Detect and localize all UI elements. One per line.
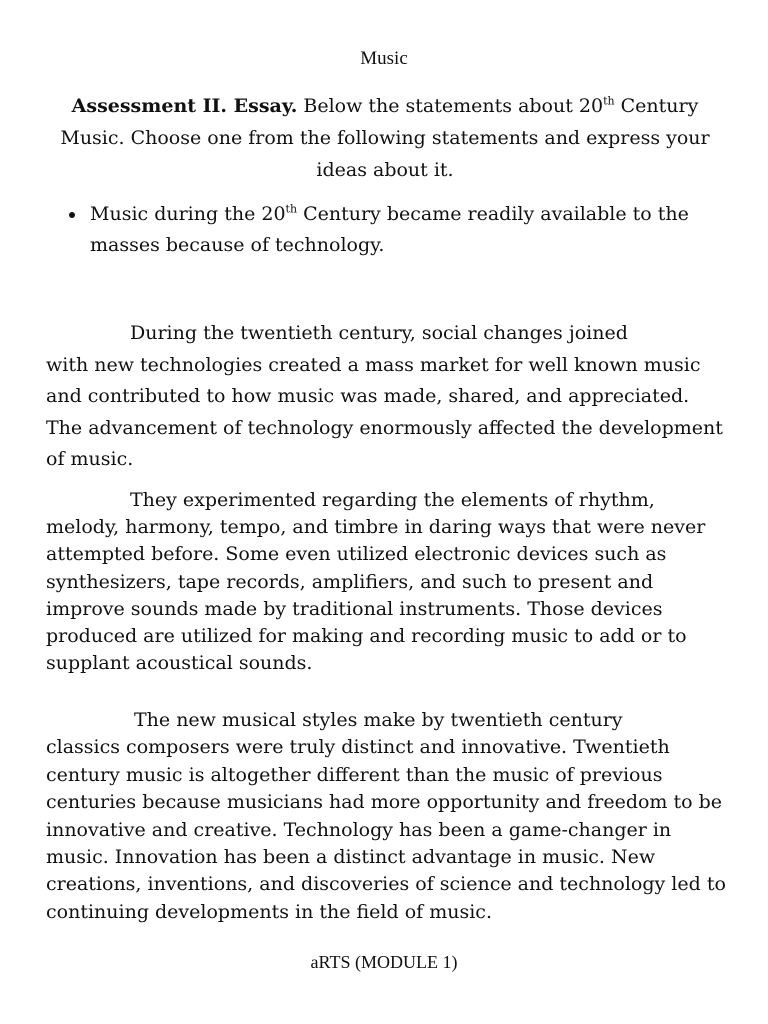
paragraph-line: music. Innovation has been a distinct advantage in music. New: [46, 846, 656, 869]
instructions-text-1: Below the statements about 20: [297, 95, 604, 117]
statement-item: [60, 199, 710, 261]
paragraph-line: They experimented regarding the elements of rhythm,: [130, 489, 655, 511]
statement-superscript: th: [285, 202, 298, 216]
paragraph-line: The new musical styles make by twentieth century: [134, 709, 623, 731]
paragraph-line: creations, inventions, and discoveries of science and technology led to: [46, 873, 726, 896]
essay-paragraph-1: [46, 318, 726, 476]
page-title: Music: [360, 48, 408, 69]
instructions-superscript: th: [603, 94, 615, 108]
bullet-icon: [69, 212, 75, 218]
page-footer: aRTS (MODULE 1): [310, 952, 458, 972]
paragraph-line: century music is altogether different than the music of previous: [46, 763, 663, 786]
statement-text-2: Century became readily available to the masses because of technology.: [90, 203, 689, 256]
paragraph-line: centuries because musicians had more opportunity and freedom to be: [46, 791, 723, 814]
assessment-instructions: [60, 90, 710, 186]
paragraph-line: The advancement of technology enormously affected the development: [46, 416, 723, 439]
essay-paragraph-2: [46, 487, 726, 677]
paragraph-line: produced are utilized for making and recording music to add or to: [46, 625, 687, 648]
paragraph-line: continuing developments in the field of music.: [46, 900, 492, 923]
paragraph-line: During the twentieth century, social changes joined: [130, 322, 628, 344]
paragraph-line: and contributed to how music was made, shared, and appreciated.: [46, 385, 690, 407]
assessment-label: Assessment II. Essay.: [71, 95, 298, 117]
paragraph-line: melody, harmony, tempo, and timbre in daring ways that were never: [46, 516, 706, 539]
paragraph-line: attempted before. Some even utilized electronic devices such as: [46, 543, 667, 566]
paragraph-line: synthesizers, tape records, amplifiers, and such to present and: [46, 570, 654, 593]
paragraph-line: innovative and creative. Technology has been a game-changer in: [46, 818, 672, 841]
paragraph-line: supplant acoustical sounds.: [46, 652, 313, 675]
paragraph-line: of music.: [46, 448, 134, 470]
statement-text-1: Music during the 20: [90, 203, 286, 225]
paragraph-line: with new technologies created a mass market for well known music: [46, 353, 701, 376]
instructions-text-2: Century Music. Choose one from the following statements and express your ideas about it.: [60, 95, 710, 181]
statement-list: [60, 199, 710, 261]
paragraph-line: improve sounds made by traditional instruments. Those devices: [46, 597, 663, 620]
essay-paragraph-3: [46, 707, 726, 926]
paragraph-line: classics composers were truly distinct and innovative. Twentieth: [46, 736, 670, 759]
